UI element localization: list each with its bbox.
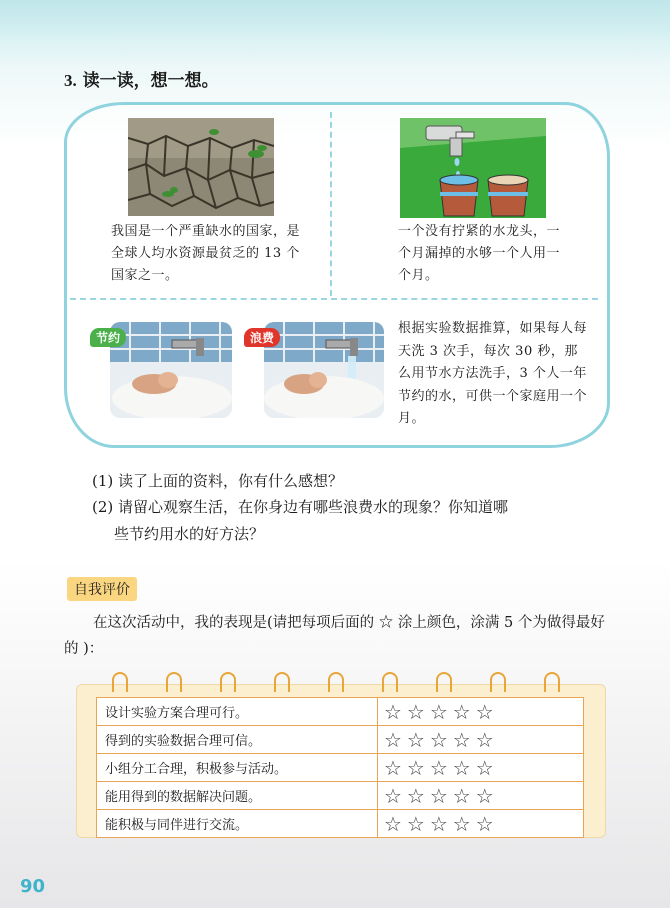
save-tag: 节约: [90, 328, 126, 347]
evaluation-row: [97, 754, 584, 782]
hand-washing-save-photo: [110, 322, 232, 418]
star-rating[interactable]: ☆☆☆☆☆: [378, 726, 584, 754]
binder-ring: [166, 672, 182, 692]
star-rating[interactable]: ☆☆☆☆☆: [378, 782, 584, 810]
evaluation-table: [96, 697, 584, 838]
evaluation-row: [97, 782, 584, 810]
tap-fact-text: 一个没有拧紧的水龙头，一个月漏掉的水够一个人用一个月。: [398, 224, 561, 283]
evaluation-row: [97, 726, 584, 754]
section-number: 3.: [64, 71, 77, 90]
binder-ring: [490, 672, 506, 692]
question-1: (1) 读了上面的资料，你有什么感想？: [92, 472, 344, 490]
star-rating[interactable]: ☆☆☆☆☆: [378, 754, 584, 782]
frame-divider-vertical: [330, 112, 332, 296]
question-2-line-2: 些节约用水的好方法？: [114, 525, 265, 543]
question-2-line-1: (2) 请留心观察生活，在你身边有哪些浪费水的现象？你知道哪: [92, 498, 509, 516]
section-title: 读一读，想一想。: [82, 71, 219, 91]
star-rating[interactable]: ☆☆☆☆☆: [378, 810, 584, 838]
evaluation-criterion: 得到的实验数据合理可信。: [97, 726, 378, 754]
evaluation-criterion: 小组分工合理，积极参与活动。: [97, 754, 378, 782]
binder-ring: [544, 672, 560, 692]
drought-fact-text: 我国是一个严重缺水的国家，是全球人均水资源最贫乏的 13 个国家之一。: [111, 224, 301, 283]
dripping-tap-illustration: [400, 118, 546, 218]
drought-cracked-earth-photo: [128, 118, 274, 216]
binder-ring: [436, 672, 452, 692]
waste-tag: 浪费: [244, 328, 280, 347]
evaluation-row: [97, 810, 584, 838]
binder-ring: [328, 672, 344, 692]
binder-ring: [220, 672, 236, 692]
question-2: [92, 494, 612, 548]
binder-ring: [274, 672, 290, 692]
self-evaluation-tab: 自我评价: [67, 577, 137, 601]
section-heading: [64, 66, 219, 91]
evaluation-criterion: 能积极与同伴进行交流。: [97, 810, 378, 838]
evaluation-intro: 在这次活动中，我的表现是(请把每项后面的 ☆ 涂上颜色，涂满 5 个为做得最好的 )：: [64, 615, 605, 657]
frame-divider-horizontal: [70, 298, 598, 300]
hand-washing-waste-photo: [264, 322, 384, 418]
evaluation-row: [97, 698, 584, 726]
page-number: 90: [20, 876, 46, 897]
evaluation-criterion: 设计实验方案合理可行。: [97, 698, 378, 726]
binder-ring: [112, 672, 128, 692]
calculation-fact-text: 根据实验数据推算，如果每人每天洗 3 次手，每次 30 秒，那么用节水方法洗手，3 个人一年节约的水，可供一个家庭用一个月。: [398, 321, 588, 426]
top-banner: [0, 0, 670, 64]
binder-ring: [382, 672, 398, 692]
star-rating[interactable]: ☆☆☆☆☆: [378, 698, 584, 726]
evaluation-criterion: 能用得到的数据解决问题。: [97, 782, 378, 810]
